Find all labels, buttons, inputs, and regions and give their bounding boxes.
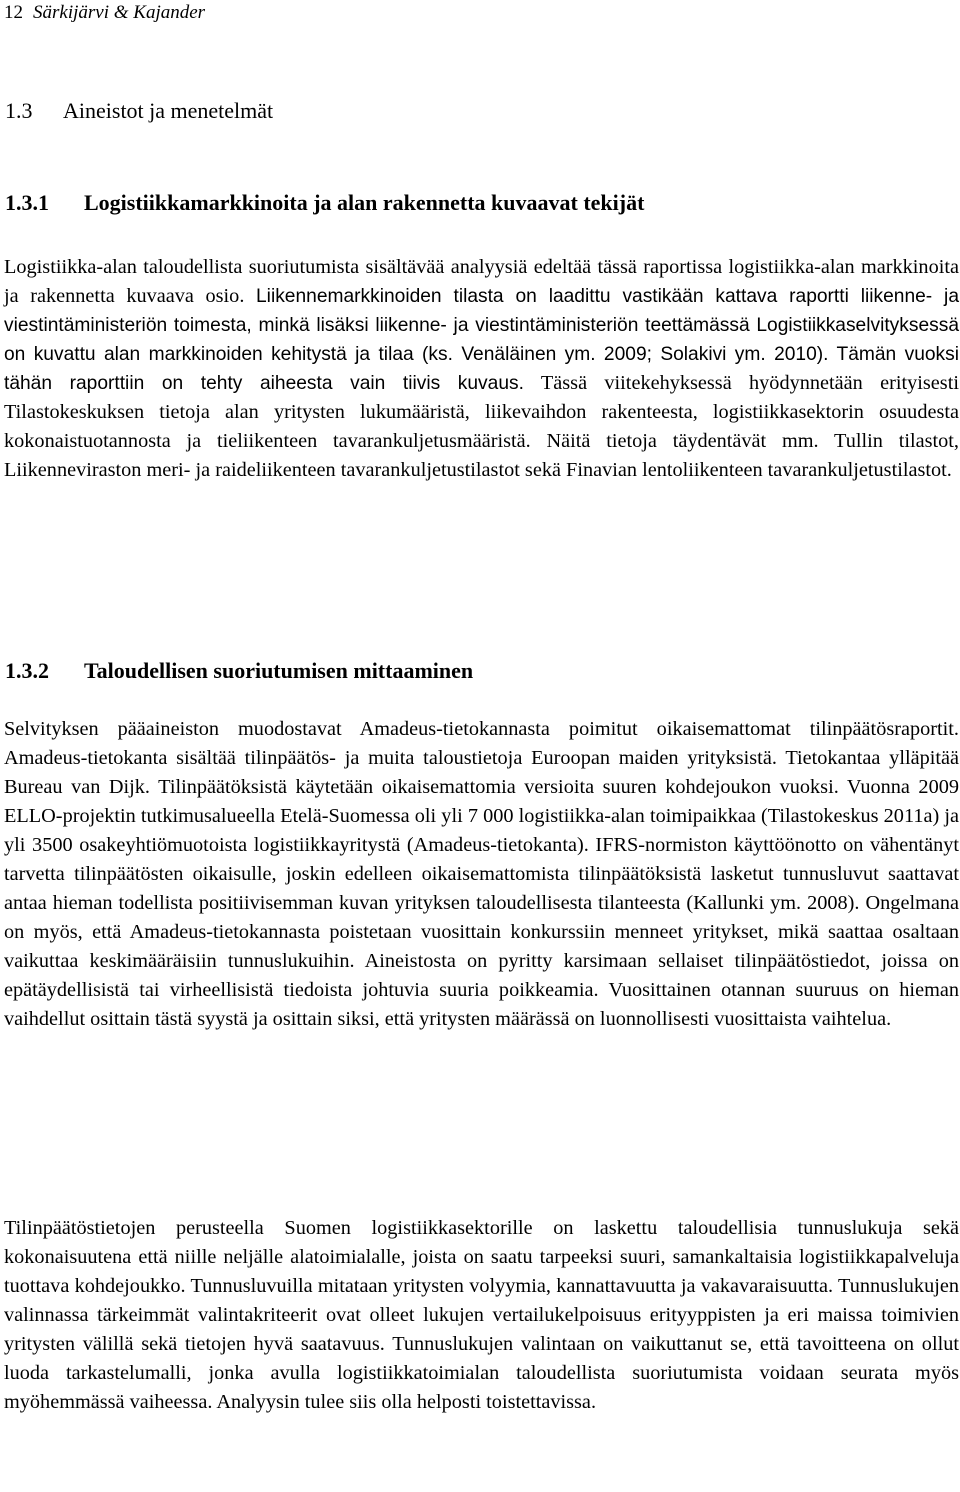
subsection-number-1: 1.3.1 [5, 190, 49, 215]
paragraph-key-figures: Tilinpäätöstietojen perusteella Suomen logistiikkasektorille on laskettu taloudellisia tunnuslukuja sekä kokonaisuutena että niille neljälle alatoimialalle, joista on saatu tarpeeksi suuri, samankaltaisia logistiikkapalveluja tuottava kohdejoukko. Tunnusluvuilla mitataan yritysten volyymia, kannattavuutta ja vakavaraisuutta. Tunnuslukujen valinnassa tärkeimmät valintakriteerit ovat olleet lukujen vertailukelpoisuus erityyppisten ja eri maissa toimivien yritysten välillä sekä tietojen hyvä saatavuus. Tunnuslukujen valintaan on vaikuttanut se, että tavoitteena on ollut luoda tarkastelumalli, jonka avulla logistiikkatoimialan taloudellista suoriutumista voidaan seurata myös myöhemmässä vaiheessa. Analyysin tulee siis olla helposti toistettavissa. [4, 1217, 959, 1413]
section-number: 1.3 [5, 98, 33, 123]
paragraph-logistics-markets [4, 253, 959, 485]
subsection-title-2: Taloudellisen suoriutumisen mittaaminen [84, 658, 474, 683]
paragraph-sources-text: Tässä viitekehyksessä hyödynnetään erityisesti Tilastokeskuksen tietoja alan yritysten lukumääristä, liikevaihdon rakenteesta, logistiikkasektorin osuudesta kokonaistuotannosta ja tieliikenteen tavarankuljetusmääristä. Näitä tietoja täydentävät mm. Tullin tilastot, Liikenneviraston meri- ja raideliikenteen tavarankuljetustilastot sekä Finavian lentoliikenteen tavarankuljetustilastot. [4, 372, 959, 481]
subsection-heading-2 [5, 658, 473, 684]
paragraph-amadeus-data: Selvityksen pääaineiston muodostavat Amadeus-tietokannasta poimitut oikaisemattomat tilinpäätösraportit. Amadeus-tietokanta sisältää tilinpäätös- ja muita taloustietoja Euroopan maiden yrityksistä. Tietokantaa ylläpitää Bureau van Dijk. Tilinpäätöksistä käytetään oikaisemattomia versioita suuren kohdejoukon vuoksi. Vuonna 2009 ELLO-projektin tutkimusalueella Etelä-Suomessa oli yli 7 000 logistiikka-alan toimipaikkaa (Tilastokeskus 2011a) ja yli 3500 osakeyhtiömuotoista logistiikkayritystä (Amadeus-tietokanta). IFRS-normiston käyttöönotto on vähentänyt tarvetta tilinpäätösten oikaisulle, joskin edelleen oikaisemattomista tilinpäätöksistä lasketut tunnusluvut saattavat antaa hieman todellista positiivisemman kuvan yrityksen taloudellisesta tilanteesta (Kallunki ym. 2008). Ongelmana on myös, että Amadeus-tietokannasta poistetaan vuosittain konkurssiin menneet yritykset, mikä saattaa osaltaan vaikuttaa keskimääräisiin tunnuslukuihin. Aineistosta on pyritty karsimaan sellaiset tilinpäätöstiedot, joissa on epätäydellisistä tai virheellisistä tiedoista johtuvia suuria poikkeamia. Vuosittainen otannan suuruus on hieman vaihdellut osittain tästä syystä ja osittain siksi, että yritysten määrässä on luonnollisesti vuosittaista vaihtelua. [4, 718, 959, 1030]
running-header-authors: Särkijärvi & Kajander [33, 2, 206, 23]
subsection-heading-1 [5, 190, 644, 216]
page-number: 12 [4, 2, 23, 23]
section-title: Aineistot ja menetelmät [63, 98, 274, 123]
paragraph-markets-text: Liikennemarkkinoiden tilasta on laadittu vastikään kattava raportti liikenne- ja viestintäministeriön toimesta, minkä lisäksi liikenne- ja viestintäministeriön teettämässä Logistiikkaselvityksessä on kuvattu alan markkinoiden kehitystä ja tilaa (ks. Venäläinen ym. 2009; Solakivi ym. 2010). Tämän vuoksi tähän raporttiin on tehty aiheesta vain tiivis kuvaus. [4, 286, 959, 394]
subsection-title-1: Logistiikkamarkkinoita ja alan rakennetta kuvaavat tekijät [84, 190, 645, 215]
section-heading [5, 98, 273, 124]
paragraph-intro-text: Logistiikka-alan taloudellista suoriutumista sisältävää analyysiä edeltää tässä raportissa logistiikka-alan markkinoita ja rakennetta kuvaava osio. [4, 256, 959, 307]
subsection-number-2: 1.3.2 [5, 658, 49, 683]
running-header [4, 2, 205, 24]
